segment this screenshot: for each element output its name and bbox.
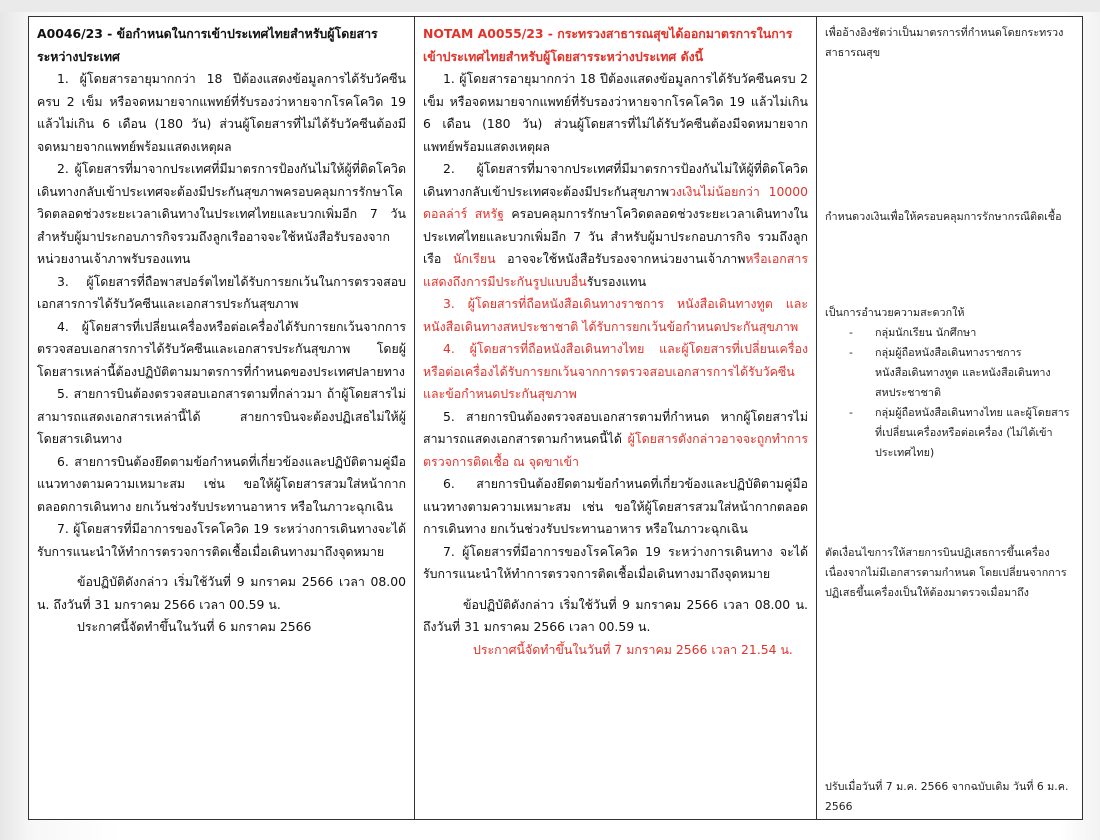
old-item-6: 6. สายการบินต้องยึดตามข้อกำหนดที่เกี่ยวข้องและปฏิบัติตามคู่มือแนวทางตามความเหมาะสม เช่น ขอให้ผู้โดยสารสวมใส่หน้ากากตลอดการเดินทาง ยกเว้นช่วงรับประทานอาหาร หรือในภาวะฉุกเฉิน xyxy=(37,453,406,514)
list-item: - กลุ่มนักเรียน นักศึกษา xyxy=(875,323,1074,343)
new-item-6: 6. สายการบินต้องยึดตามข้อกำหนดที่เกี่ยวข้องและปฏิบัติตามคู่มือแนวทางตามความเหมาะสม เช่น ขอให้ผู้โดยสารสวมใส่หน้ากากตลอดการเดินทาง ยกเว้นช่วงรับประทานอาหาร หรือในภาวะฉุกเฉิน xyxy=(423,476,808,536)
arrival-test-highlight: ผู้โดยสารดังกล่าวอาจจะถูกทำการตรวจการติดเชื้อ ณ จุดขาเข้า xyxy=(423,431,808,469)
new-item-2-text: 2. ผู้โดยสารที่มาจากประเทศที่มีมาตรการป้องกันไม่ให้ผู้ที่ติดโควิดเดินทางกลับเข้าประเทศจะต้องมีประกันสุขภาพ xyxy=(423,161,808,199)
old-item-5: 5. สายการบินต้องตรวจสอบเอกสารตามที่กล่าวมา ถ้าผู้โดยสารไม่สามารถแสดงเอกสารเหล่านี้ได้ สายการบินจะต้องปฏิเสธไม่ให้ผู้โดยสารเดินทาง xyxy=(37,386,406,446)
student-highlight: นักเรียน xyxy=(452,251,496,266)
other-insurance-highlight: หรือเอกสารแสดงถึงการมีประกันรูปแบบอื่น xyxy=(423,251,808,289)
remarks-cell xyxy=(817,17,1083,820)
old-issued-date: ประกาศนี้จัดทำขึ้นในวันที่ 6 มกราคม 2566 xyxy=(77,619,312,634)
insurance-amount-highlight: วงเงินไม่น้อยกว่า 10000 ดอลล่าร์ สหรัฐ xyxy=(423,183,808,221)
new-item-3: 3. ผู้โดยสารที่ถือหนังสือเดินทางราชการ หนังสือเดินทางทูต และหนังสือเดินทางสหประชาชาติ ได้รับการยกเว้นข้อกำหนดประกันสุขภาพ xyxy=(423,296,808,334)
remark-5: ปรับเมื่อวันที่ 7 ม.ค. 2566 จากฉบับเดิม วันที่ 6 ม.ค. 2566 xyxy=(825,780,1069,813)
new-notam-title: NOTAM A0055/23 - กระทรวงสาธารณสุขได้ออกมาตรการในการเข้าประเทศไทยสำหรับผู้โดยสารระหว่างประเทศ ดังนี้ xyxy=(423,26,793,64)
new-item-1: 1. ผู้โดยสารอายุมากกว่า 18 ปีต้องแสดงข้อมูลการได้รับวัคซีนครบ 2 เข็ม หรือจดหมายจากแพทย์ที่รับรองว่าหายจากโรคโควิด 19 แล้วไม่เกิน 6 เดือน (180 วัน) ส่วนผู้โดยสารที่ไม่ได้รับวัคซีนต้องมีจดหมายจากแพทย์พร้อมแสดงเหตุผล xyxy=(423,71,808,154)
remark-3-list xyxy=(825,323,1074,463)
new-issued-date: ประกาศนี้จัดทำขึ้นในวันที่ 7 มกราคม 2566 เวลา 21.54 น. xyxy=(473,641,793,657)
old-effective-date: ข้อปฏิบัติดังกล่าว เริ่มใช้วันที่ 9 มกราคม 2566 เวลา 08.00 น. ถึงวันที่ 31 มกราคม 2566 เวลา 00.59 น. xyxy=(37,574,406,612)
remark-4: ตัดเงื่อนไขการให้สายการบินปฏิเสธการขึ้นเครื่องเนื่องจากไม่มีเอกสารตามกำหนด โดยเปลี่ยนจากการปฏิเสธขึ้นเครื่องเป็นให้ต้องมาตรวจเมื่อมาถึง xyxy=(825,546,1067,599)
list-item: - กลุ่มผู้ถือหนังสือเดินทางไทย และผู้โดยสารที่เปลี่ยนเครื่องหรือต่อเครื่อง (ไม่ได้เข้าประเทศไทย) xyxy=(875,403,1074,463)
new-effective-date: ข้อปฏิบัติดังกล่าว เริ่มใช้วันที่ 9 มกราคม 2566 เวลา 08.00 น. ถึงวันที่ 31 มกราคม 2566 เวลา 00.59 น. xyxy=(423,596,808,634)
new-notam-cell xyxy=(415,17,817,820)
old-item-7: 7. ผู้โดยสารที่มีอาการของโรคโควิด 19 ระหว่างการเดินทางจะได้รับการแนะนำให้ทำการตรวจการติดเชื้อเมื่อเดินทางมาถึงจุดหมาย xyxy=(37,521,406,559)
new-item-7: 7. ผู้โดยสารที่มีอาการของโรคโควิด 19 ระหว่างการเดินทาง จะได้รับการแนะนำให้ทำการตรวจการติดเชื้อเมื่อเดินทางมาถึงจุดหมาย xyxy=(423,543,808,581)
old-item-2: 2. ผู้โดยสารที่มาจากประเทศที่มีมาตรการป้องกันไม่ให้ผู้ที่ติดโควิดเดินทางกลับเข้าประเทศจะต้องมีประกันสุขภาพครอบคลุมการรักษาโควิดตลอดช่วงระยะเวลาเดินทางในประเทศไทยและบวกเพิ่มอีก 7 วัน สำหรับผู้มาประกอบภารกิจรวมถึงลูกเรืออาจจะใช้หนังสือรับรองจากหน่วยงานเจ้าภาพรับรองแทน xyxy=(37,161,406,266)
new-item-5-text: 5. สายการบินต้องตรวจสอบเอกสารตามที่กำหนด หากผู้โดยสารไม่สามารถแสดงเอกสารตามกำหนดนี้ได้ xyxy=(423,408,808,446)
new-item-4: 4. ผู้โดยสารที่ถือหนังสือเดินทางไทย และผู้โดยสารที่เปลี่ยนเครื่องหรือต่อเครื่องได้รับการยกเว้นจากการตรวจสอบเอกสารการได้รับวัคซีนและข้อกำหนดประกันสุขภาพ xyxy=(423,341,808,401)
new-item-2-text: ครอบคลุมการรักษาโควิดตลอดช่วงระยะเวลาเดินทางในประเทศไทยและบวกเพิ่มอีก 7 วัน สำหรับผู้มาประกอบภารกิจ รวมถึงลูกเรือ xyxy=(423,206,808,266)
old-notam-cell xyxy=(29,17,415,820)
new-item-2-text: รับรองแทน xyxy=(586,273,647,289)
remark-3 xyxy=(825,303,1074,463)
new-item-2-text: อาจจะใช้หนังสือรับรองจากหน่วยงานเจ้าภาพ xyxy=(495,251,746,266)
table-row xyxy=(29,17,1083,820)
new-item-5 xyxy=(423,406,808,474)
remark-1: เพื่ออ้างอิงชัดว่าเป็นมาตรการที่กำหนดโดยกระทรวงสาธารณสุข xyxy=(825,26,1064,59)
old-notam-title: A0046/23 - ข้อกำหนดในการเข้าประเทศไทยสำหรับผู้โดยสารระหว่างประเทศ xyxy=(37,26,378,64)
old-item-3: 3. ผู้โดยสารที่ถือพาสปอร์ตไทยได้รับการยกเว้นในการตรวจสอบเอกสารการได้รับวัคซีนและเอกสารประกันสุขภาพ xyxy=(37,273,406,311)
remark-3-heading: เป็นการอำนวยความสะดวกให้ xyxy=(825,306,965,319)
remark-2: กำหนดวงเงินเพื่อให้ครอบคลุมการรักษากรณีติดเชื้อ xyxy=(825,210,1062,223)
old-item-4: 4. ผู้โดยสารที่เปลี่ยนเครื่องหรือต่อเครื่องได้รับการยกเว้นจากการตรวจสอบเอกสารการได้รับวัคซีนและเอกสารประกันสุขภาพ โดยผู้โดยสารเหล่านี้ต้องปฏิบัติตามมาตรการที่กำหนดของประเทศปลายทาง xyxy=(37,318,406,379)
list-item: - กลุ่มผู้ถือหนังสือเดินทางราชการ หนังสือเดินทางทูต และหนังสือเดินทางสหประชาชาติ xyxy=(875,343,1074,403)
new-item-2 xyxy=(423,158,808,293)
photo-edge xyxy=(0,0,1100,12)
old-item-1: 1. ผู้โดยสารอายุมากกว่า 18 ปีต้องแสดงข้อมูลการได้รับวัคซีนครบ 2 เข็ม หรือจดหมายจากแพทย์ที่รับรองว่าหายจากโรคโควิด 19 แล้วไม่เกิน 6 เดือน (180 วัน) ส่วนผู้โดยสารที่ไม่ได้รับวัคซีนต้องมีจดหมายจากแพทย์พร้อมแสดงเหตุผล xyxy=(37,71,406,154)
comparison-table xyxy=(28,16,1083,820)
